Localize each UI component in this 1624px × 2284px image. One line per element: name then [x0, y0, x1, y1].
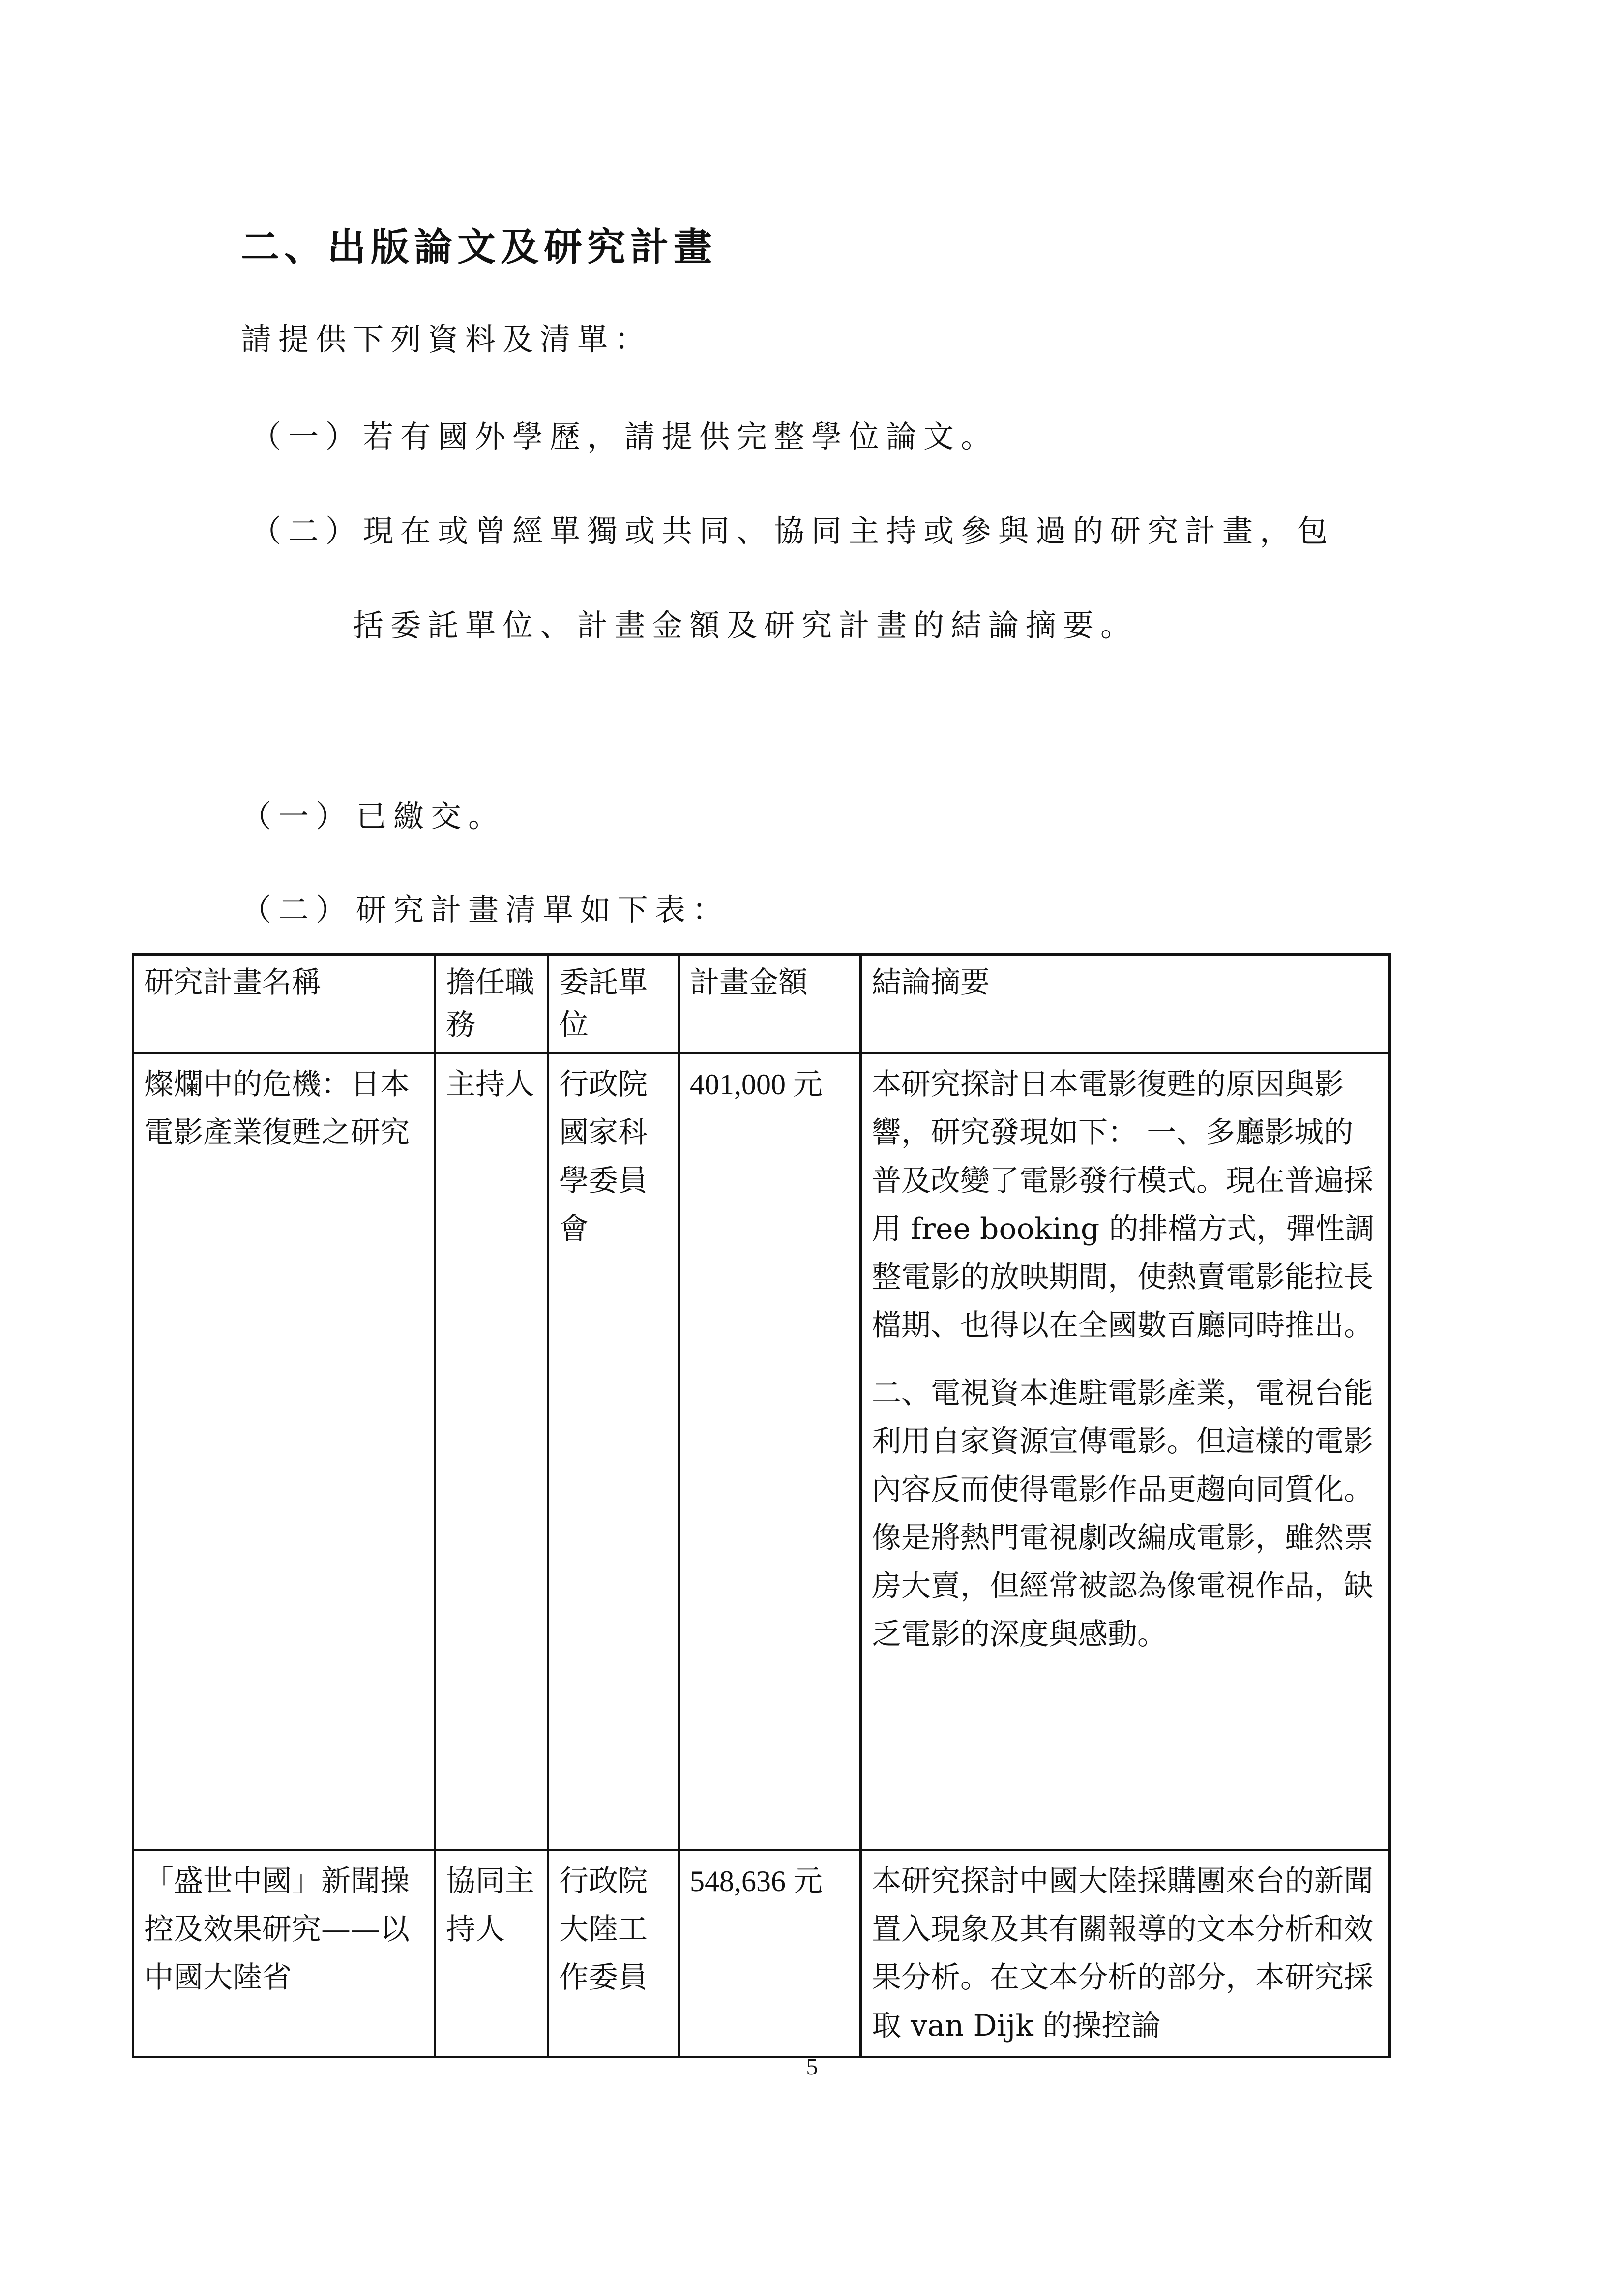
header-project-name: 研究計畫名稱: [133, 955, 435, 1053]
answer-2-text: 研究計畫清單如下表：: [356, 892, 730, 928]
answer-1-label: （一）: [241, 798, 354, 834]
answer-1-text: 已繳交。: [356, 798, 506, 834]
amount-cell: 401,000 元: [679, 1053, 861, 1850]
header-summary: 結論摘要: [861, 955, 1390, 1053]
project-name-cell: 「盛世中國」新聞操控及效果研究——以中國大陸省: [133, 1850, 435, 2057]
requirement-item-2-line-2: 括委託單位、計畫金額及研究計畫的結論摘要。: [353, 607, 1138, 643]
summary-paragraph: 二、電視資本進駐電影產業，電視台能利用自家資源宣傳電影。但這樣的電影內容反而使得電影作品更趨向同質化。像是將熱門電視劇改編成電影，雖然票房大賣，但經常被認為像電視作品，缺乏電影的深度與感動。: [872, 1376, 1373, 1652]
project-name-cell: 燦爛中的危機：日本電影產業復甦之研究: [133, 1053, 435, 1850]
table-row: [133, 1053, 1390, 1850]
requirement-item-1: （一）若有國外學歷，請提供完整學位論文。: [251, 419, 999, 454]
research-project-table: [132, 953, 1391, 2058]
section-heading: 二、出版論文及研究計畫: [241, 225, 717, 270]
role-cell: 協同主持人: [435, 1850, 548, 2057]
header-agency: 委託單位: [548, 955, 679, 1053]
amount-cell: 548,636 元: [679, 1850, 861, 2057]
page-number: 5: [806, 2054, 818, 2080]
header-amount: 計畫金額: [679, 955, 861, 1053]
table-row: [133, 1850, 1390, 2057]
answer-2-label: （二）: [241, 892, 354, 928]
summary-cell: [861, 1053, 1390, 1850]
role-cell: 主持人: [435, 1053, 548, 1850]
summary-paragraph: 本研究探討日本電影復甦的原因與影響，研究發現如下： 一、多廳影城的普及改變了電影發行模式。現在普遍採用 free booking 的排檔方式，彈性調整電影的放映期間，使熱賣電影能拉長檔期、也得以在全國數百廳同時推出。: [872, 1067, 1375, 1343]
table-header-row: [133, 955, 1390, 1053]
agency-cell: 行政院大陸工作委員: [548, 1850, 679, 2057]
requirement-item-2-line-1: （二）現在或曾經單獨或共同、協同主持或參與過的研究計畫，包: [251, 513, 1335, 549]
agency-cell: 行政院國家科學委員會: [548, 1053, 679, 1850]
summary-cell: 本研究探討中國大陸採購團來台的新聞置入現象及其有關報導的文本分析和效果分析。在文本分析的部分，本研究採取 van Dijk 的操控論: [861, 1850, 1390, 2057]
intro-text: 請提供下列資料及清單：: [241, 321, 652, 357]
header-role: 擔任職務: [435, 955, 548, 1053]
